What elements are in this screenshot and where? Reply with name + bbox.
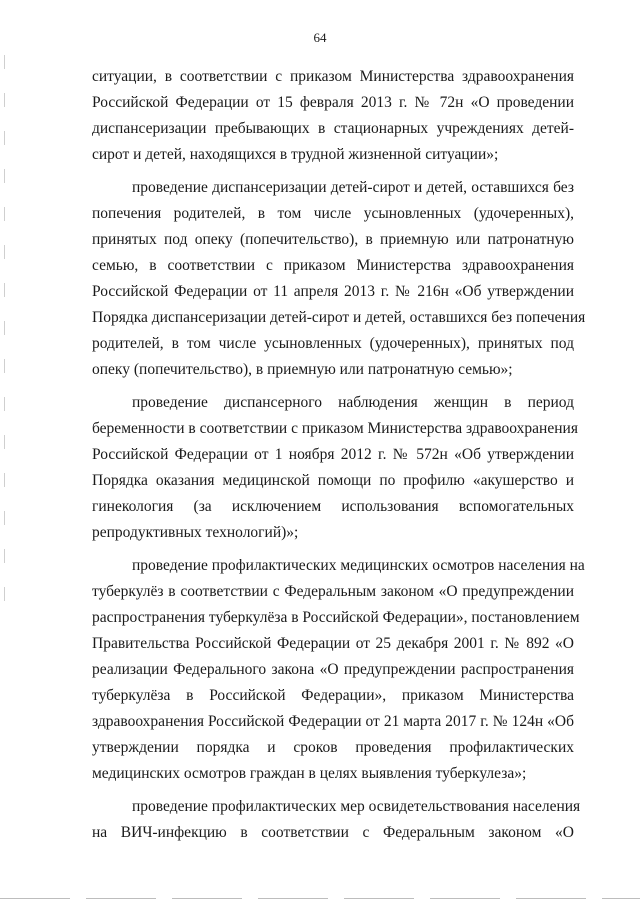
document-body <box>92 64 586 846</box>
text-line: Порядка диспансеризации детей-сирот и детей, оставшихся без попечения <box>92 309 586 326</box>
text-line: опеку (попечительство), в приемную или патронатную семью»; <box>92 361 513 378</box>
text-line: медицинских осмотров граждан в целях выявления туберкулеза»; <box>92 765 527 782</box>
text-line: принятых под опеку (попечительство), в приемную или патронатную <box>92 231 574 248</box>
text-line: сирот и детей, находящихся в трудной жизненной ситуации»; <box>92 146 499 163</box>
text-line: на ВИЧ-инфекцию в соответствии с Федеральным законом «О <box>92 824 574 841</box>
text-line: ситуации, в соответствии с приказом Министерства здравоохранения <box>92 68 574 85</box>
text-line: Российской Федерации от 1 ноября 2012 г. № 572н «Об утверждении <box>92 446 574 463</box>
text-line: здравоохранения Российской Федерации от 21 марта 2017 г. № 124н «Об <box>92 713 574 730</box>
text-line: семью, в соответствии с приказом Министерства здравоохранения <box>92 257 574 274</box>
text-line: туберкулёза в Российской Федерации», приказом Министерства <box>92 687 574 704</box>
paragraph <box>92 794 581 846</box>
text-line: родителей, в том числе усыновленных (удочеренных), принятых под <box>92 335 574 352</box>
scan-bottom-mark <box>0 898 640 899</box>
text-line: проведение диспансеризации детей-сирот и детей, оставшихся без <box>132 179 574 196</box>
paragraph <box>92 175 586 383</box>
text-line: попечения родителей, в том числе усыновленных (удочеренных), <box>92 205 574 222</box>
paragraph <box>92 64 574 168</box>
text-line: Правительства Российской Федерации от 25 декабря 2001 г. № 892 «О <box>92 635 574 652</box>
text-line: Российской Федерации от 11 апреля 2013 г. № 216н «Об утверждении <box>92 283 574 300</box>
paragraph <box>92 553 585 787</box>
page-number: 64 <box>313 30 327 45</box>
text-line: проведение профилактических медицинских осмотров населения на <box>132 557 585 574</box>
text-line: проведение профилактических мер освидетельствования населения <box>132 798 581 815</box>
text-line: репродуктивных технологий)»; <box>92 524 299 541</box>
text-line: гинекология (за исключением использования вспомогательных <box>92 498 574 515</box>
text-line: проведение диспансерного наблюдения женщин в период <box>132 394 574 411</box>
text-line: Порядка оказания медицинской помощи по профилю «акушерство и <box>92 472 574 489</box>
text-line: беременности в соответствии с приказом Министерства здравоохранения <box>92 420 578 437</box>
paragraph <box>92 390 578 546</box>
text-line: Российской Федерации от 15 февраля 2013 г. № 72н «О проведении <box>92 94 574 111</box>
text-line: диспансеризации пребывающих в стационарных учреждениях детей- <box>92 120 574 137</box>
text-line: распространения туберкулёза в Российской Федерации», постановлением <box>92 609 580 626</box>
scan-edge-mark <box>4 55 5 615</box>
text-line: туберкулёз в соответствии с Федеральным законом «О предупреждении <box>92 583 574 600</box>
text-line: утверждении порядка и сроков проведения профилактических <box>92 739 574 756</box>
text-line: реализации Федерального закона «О предупреждении распространения <box>92 661 574 678</box>
